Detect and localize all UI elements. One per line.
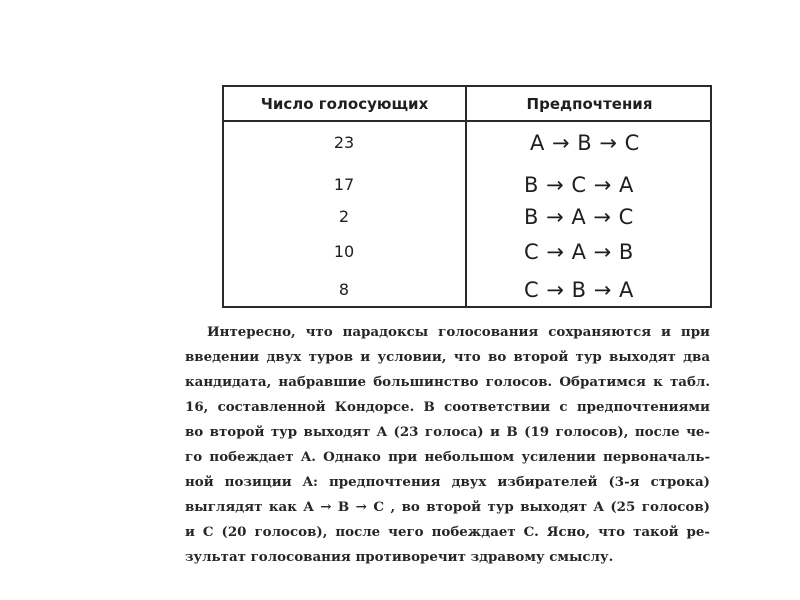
paragraph-line: зультат голосования противоречит здравому смыслу. <box>185 549 614 565</box>
row-5-preference: C → B → A <box>524 278 634 302</box>
row-2-voter-count: 17 <box>333 175 355 194</box>
paragraph-line: кандидата, набравшие большинство голосов. Обратимся к табл. <box>185 374 710 390</box>
row-5-voter-count: 8 <box>338 280 350 299</box>
header-divider <box>224 120 710 122</box>
paragraph-line: ной позиции A: предпочтения двух избирателей (3-я строка) <box>185 474 710 490</box>
row-2-preference: B → C → A <box>524 173 634 197</box>
paragraph-line: го побеждает A. Однако при небольшом усилении первоначаль- <box>185 449 710 465</box>
header-preferences: Предпочтения <box>526 95 653 113</box>
paragraph-line: во второй тур выходят A (23 голоса) и B (19 голосов), после че- <box>185 424 710 440</box>
body-paragraph <box>185 320 710 570</box>
row-4-voter-count: 10 <box>333 242 355 261</box>
row-1-voter-count: 23 <box>333 133 355 152</box>
row-4-preference: C → A → B <box>524 240 634 264</box>
paragraph-line: выглядят как A → B → C , во второй тур выходят A (25 голосов) <box>185 499 710 515</box>
voting-preferences-table <box>222 85 712 308</box>
paragraph-line: и C (20 голосов), после чего побеждает C. Ясно, что такой ре- <box>185 524 710 540</box>
row-3-preference: B → A → C <box>524 205 634 229</box>
header-voter-count: Число голосующих <box>260 95 429 113</box>
paragraph-line: 16, составленной Кондорсе. В соответствии с предпочтениями <box>185 399 710 415</box>
row-1-preference: A → B → C <box>530 131 640 155</box>
paragraph-line: введении двух туров и условии, что во второй тур выходят два <box>185 349 710 365</box>
paragraph-line: Интересно, что парадоксы голосования сохраняются и при <box>207 324 710 340</box>
row-3-voter-count: 2 <box>338 207 350 226</box>
